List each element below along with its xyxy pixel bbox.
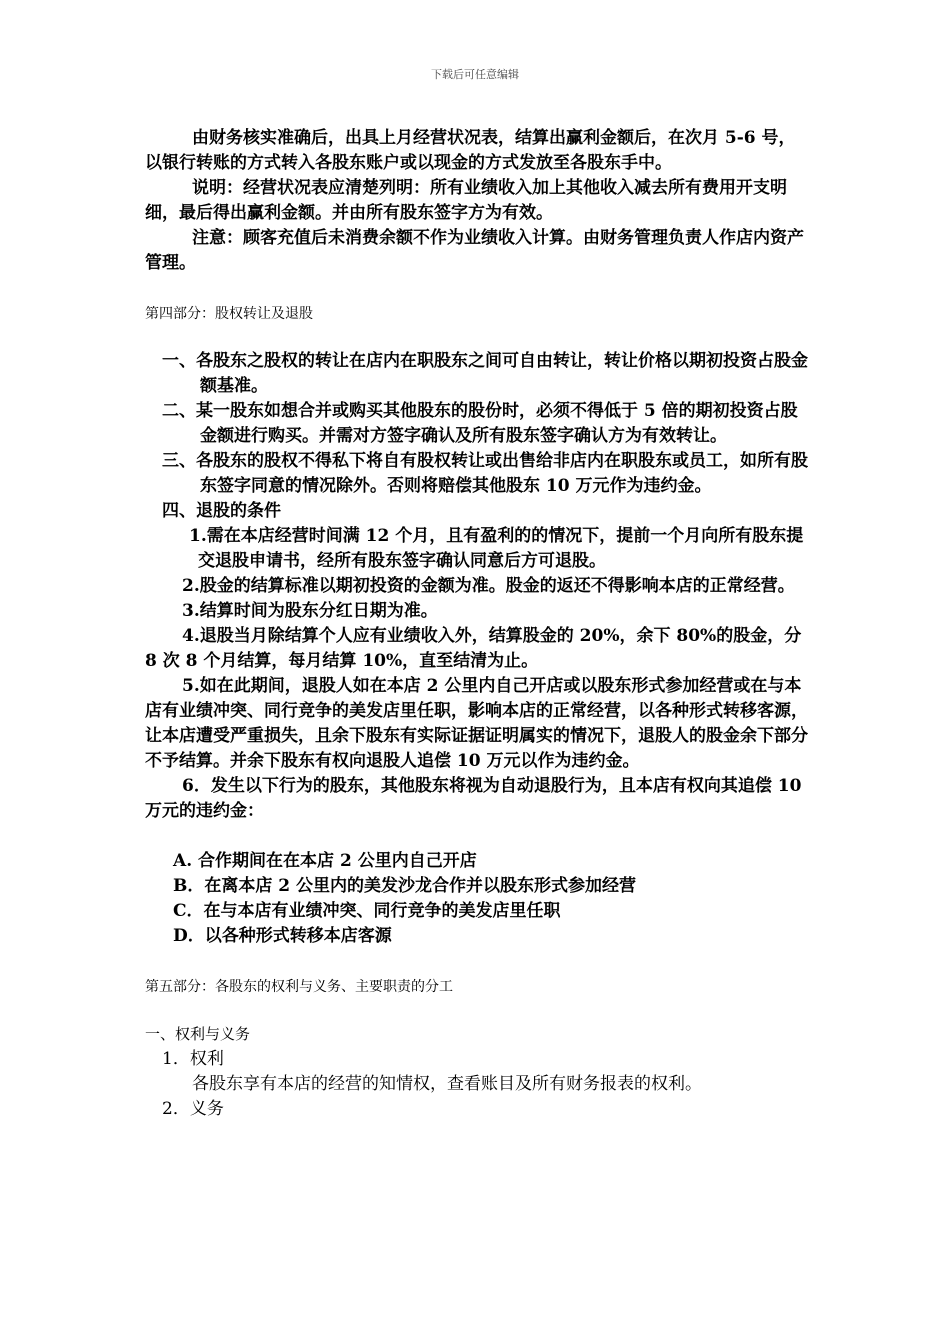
rights-heading: 1．权利 [162,1049,224,1069]
violation-option-c: C．在与本店有业绩冲突、同行竞争的美发店里任职 [173,901,561,921]
duties-heading: 2．义务 [162,1099,224,1119]
section-4-item-3: 三、各股东的股权不得私下将自有股权转让或出售给非店内在职股东或员工，如所有股东签字同意的情况除外。否则将赔偿其他股东 10 万元作为违约金。 [162,451,808,496]
withdrawal-rule-1: 1.需在本店经营时间满 12 个月，且有盈利的的情况下，提前一个月向所有股东提交退股申请书，经所有股东签字确认同意后方可退股。 [189,526,804,571]
withdrawal-rule-2: 2.股金的结算标准以期初投资的金额为准。股金的返还不得影响本店的正常经营。 [182,576,795,596]
section-4-title: 第四部分：股权转让及退股 [145,306,313,322]
withdrawal-rule-3: 3.结算时间为股东分红日期为准。 [182,601,438,621]
section-5-title: 第五部分：各股东的权利与义务、主要职责的分工 [145,979,453,995]
section-4-item-1: 一、各股东之股权的转让在店内在职股东之间可自由转让，转让价格以期初投资占股金额基准。 [162,351,808,396]
rights-body: 各股东享有本店的经营的知情权，查看账目及所有财务报表的权利。 [192,1074,702,1094]
document-body [145,126,810,1122]
rights-duties-heading: 一、权利与义务 [145,1025,251,1043]
withdrawal-rule-4: 4.退股当月除结算个人应有业绩收入外，结算股金的 20%，余下 80%的股金，分 8 次 8 个月结算，每月结算 10%，直至结清为止。 [145,626,802,671]
violation-option-a: A. 合作期间在在本店 2 公里内自己开店 [173,851,477,871]
withdrawal-rule-5: 5.如在此期间，退股人如在本店 2 公里内自己开店或以股东形式参加经营或在与本店有业绩冲突、同行竞争的美发店里任职，影响本店的正常经营，以各种形式转移客源，让本店遭受严重损失，且余下股东有实际证据证明属实的情况下，退股人的股金余下部分不予结算。并余下股东有权向退股人追偿 10 万元以作为违约金。 [145,676,808,771]
section-4-item-4: 四、退股的条件 [162,501,281,521]
section-4-item-2: 二、某一股东如想合并或购买其他股东的股份时，必须不得低于 5 倍的期初投资占股金额进行购买。并需对方签字确认及所有股东签字确认方为有效转让。 [162,401,798,446]
page-header: 下载后可任意编辑 [431,68,519,81]
violation-option-b: B．在离本店 2 公里内的美发沙龙合作并以股东形式参加经营 [173,876,637,896]
violation-option-d: D．以各种形式转移本店客源 [173,926,392,946]
explanation-paragraph: 说明：经营状况表应清楚列明：所有业绩收入加上其他收入减去所有费用开支明细，最后得出赢利金额。并由所有股东签字方为有效。 [145,178,787,223]
withdrawal-rule-6: 6．发生以下行为的股东，其他股东将视为自动退股行为，且本店有权向其追偿 10 万元的违约金： [145,776,802,821]
note-paragraph: 注意：顾客充值后未消费余额不作为业绩收入计算。由财务管理负责人作店内资产管理。 [145,228,804,273]
settlement-paragraph: 由财务核实准确后，出具上月经营状况表，结算出赢利金额后，在次月 5-6 号，以银行转账的方式转入各股东账户或以现金的方式发放至各股东手中。 [145,128,796,173]
